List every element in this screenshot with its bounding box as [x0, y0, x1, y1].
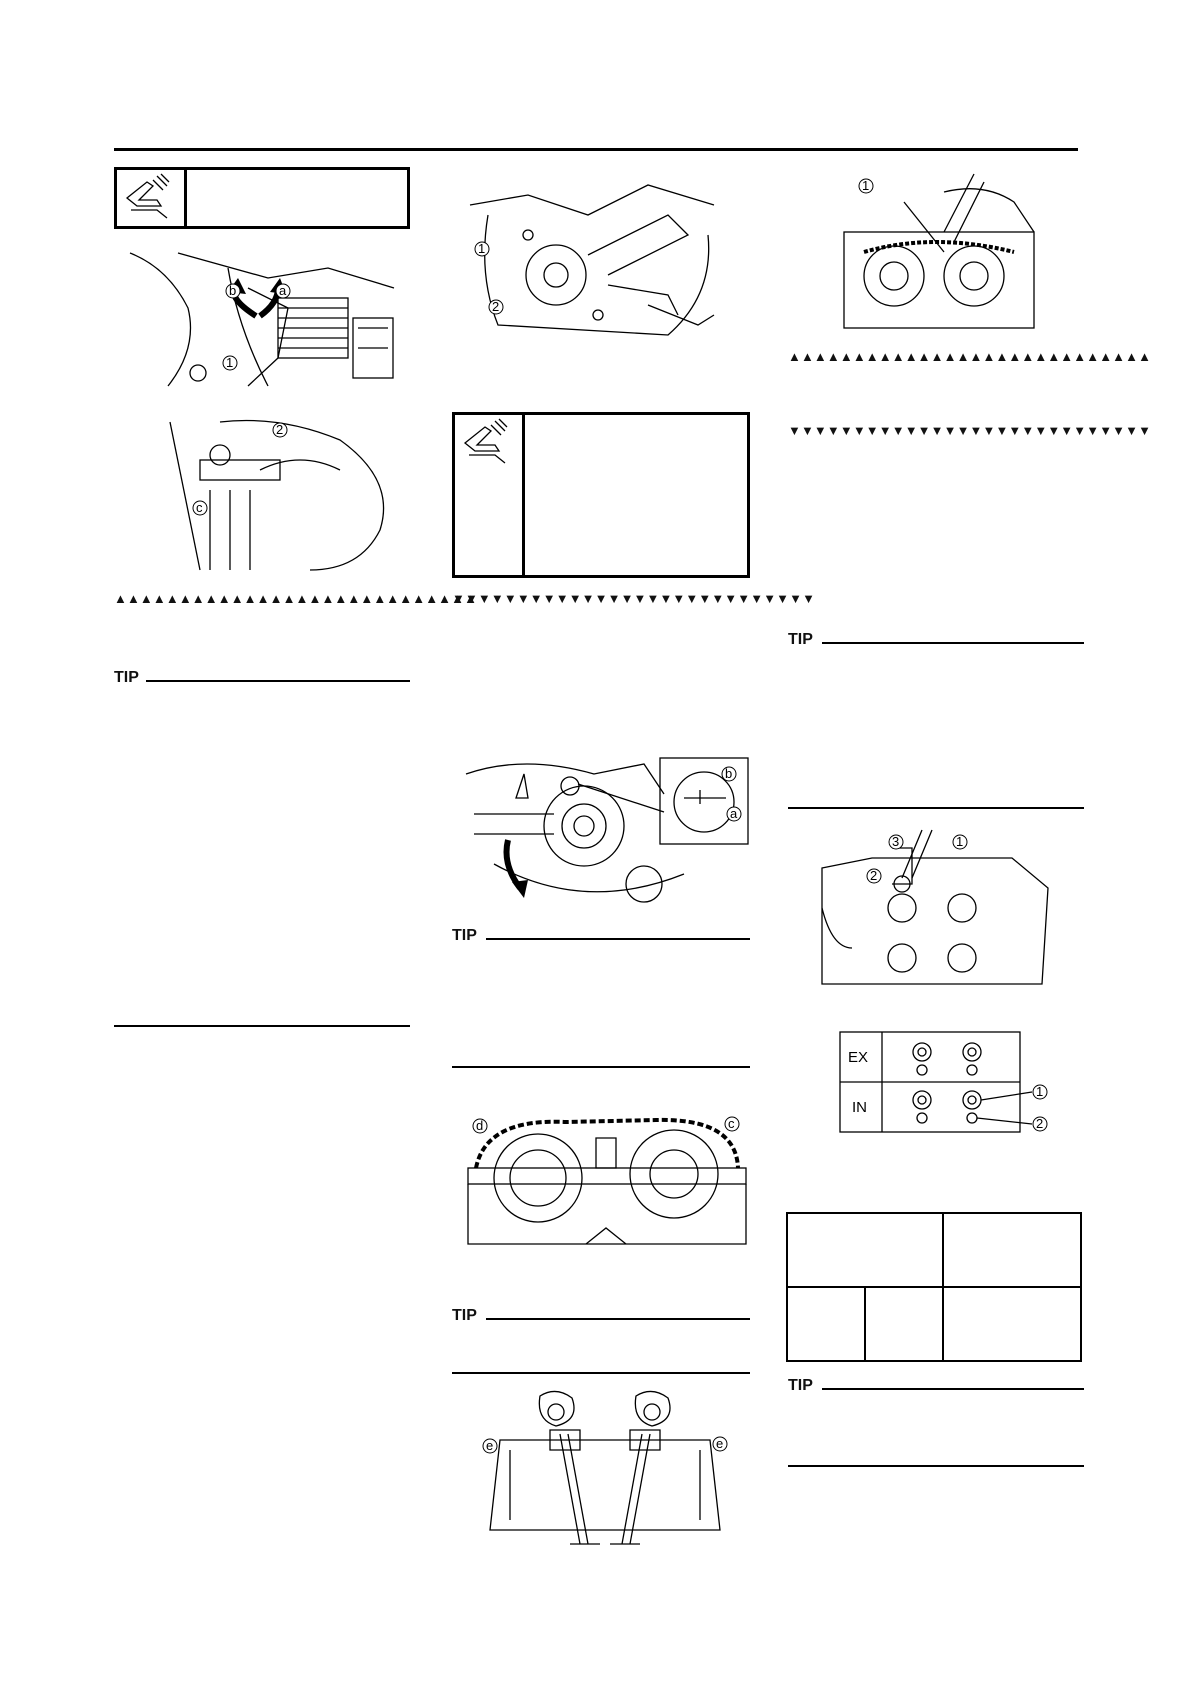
- figure-camshaft-removal: [824, 172, 1046, 332]
- tip-label: TIP: [114, 669, 139, 686]
- callout-c: c: [728, 1116, 735, 1131]
- callout-a: a: [279, 283, 287, 298]
- section-end-rule-5: [788, 1465, 1084, 1467]
- callout-2: 2: [276, 422, 284, 437]
- callout-2: 2: [870, 868, 878, 883]
- tip-rule: [822, 1388, 1084, 1390]
- section-end-rule-4: [788, 807, 1084, 809]
- tip-heading-2: [452, 926, 750, 946]
- tip-rule: [486, 1318, 750, 1320]
- figure-crankcase-cover: [468, 175, 716, 343]
- section-end-rule-2: [452, 1066, 750, 1068]
- section-end-rule-1: [114, 1025, 410, 1027]
- intake-label: IN: [852, 1099, 867, 1116]
- header-rule: [114, 148, 1078, 151]
- callout-1: 1: [862, 178, 870, 193]
- table-cell: [787, 1287, 865, 1361]
- figure-lifter-location: [838, 1030, 1056, 1134]
- exhaust-label: EX: [848, 1049, 869, 1066]
- tool-icon-cell: [455, 415, 525, 575]
- table-cell: [865, 1287, 943, 1361]
- special-tool-box-1: [114, 167, 410, 229]
- callout-2: 2: [492, 299, 500, 314]
- special-tool-box-2: [452, 412, 750, 578]
- tip-rule: [486, 938, 750, 940]
- table-cell: [943, 1213, 1081, 1287]
- figure-camshaft-sprockets: [466, 1108, 748, 1248]
- warning-marks-1: ▲▲▲▲▲▲▲▲▲▲▲▲▲▲▲▲▲▲▲▲▲▲▲▲▲▲▲▲: [114, 591, 478, 606]
- tip-label: TIP: [788, 1377, 813, 1394]
- callout-1: 1: [226, 355, 234, 370]
- warning-marks-3: ▲▲▲▲▲▲▲▲▲▲▲▲▲▲▲▲▲▲▲▲▲▲▲▲▲▲▲▲: [788, 349, 1152, 364]
- specification-table: [786, 1212, 1082, 1362]
- tip-label: TIP: [452, 927, 477, 944]
- callout-2: 2: [1036, 1116, 1044, 1131]
- warning-marks-4: ▼▼▼▼▼▼▼▼▼▼▼▼▼▼▼▼▼▼▼▼▼▼▼▼▼▼▼▼: [788, 423, 1152, 438]
- tip-heading-1: [114, 668, 410, 688]
- tip-rule: [822, 642, 1084, 644]
- tip-label: TIP: [452, 1307, 477, 1324]
- figure-valve-clearance: [480, 1390, 730, 1550]
- caliper-wrench-icon: [455, 415, 519, 471]
- tip-rule: [146, 680, 410, 682]
- callout-1: 1: [1036, 1084, 1044, 1099]
- table-cell: [943, 1287, 1081, 1361]
- figure-cable-adjuster: [128, 248, 396, 388]
- tool-icon-cell: [117, 170, 187, 226]
- figure-timing-mark: [464, 754, 752, 920]
- callout-3: 3: [892, 834, 900, 849]
- callout-1: 1: [478, 241, 486, 256]
- tip-label: TIP: [788, 631, 813, 648]
- callout-c: c: [196, 500, 203, 515]
- tip-heading-3: [452, 1306, 750, 1326]
- figure-valve-lifter-removal: [812, 828, 1052, 986]
- callout-b: b: [229, 283, 237, 298]
- callout-e: e: [716, 1436, 724, 1451]
- table-cell: [787, 1213, 943, 1287]
- callout-d: d: [476, 1118, 484, 1133]
- figure-cable-gauge: [160, 420, 396, 572]
- tip-heading-5: [788, 1376, 1084, 1396]
- tip-heading-4: [788, 630, 1084, 650]
- warning-marks-2: ▼▼▼▼▼▼▼▼▼▼▼▼▼▼▼▼▼▼▼▼▼▼▼▼▼▼▼▼: [452, 591, 816, 606]
- callout-b: b: [725, 766, 733, 781]
- callout-a: a: [730, 806, 738, 821]
- caliper-wrench-icon: [117, 170, 181, 226]
- callout-1: 1: [956, 834, 964, 849]
- callout-e: e: [486, 1438, 494, 1453]
- section-end-rule-3: [452, 1372, 750, 1374]
